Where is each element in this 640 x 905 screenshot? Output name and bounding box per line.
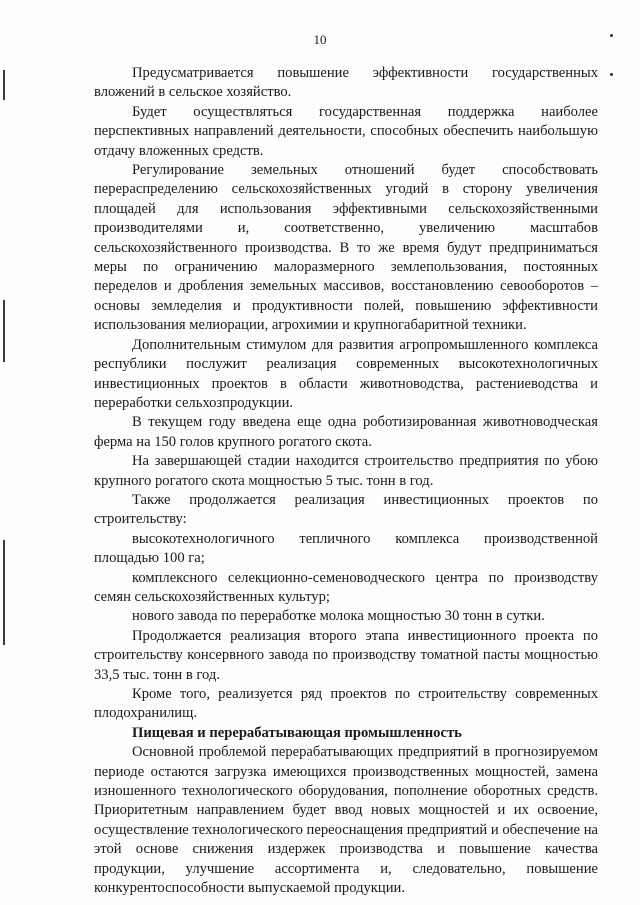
paragraph: Кроме того, реализуется ряд проектов по строительству современных плодохранилищ. — [94, 686, 598, 722]
scan-artifact-line — [3, 300, 5, 362]
list-item: комплексного селекционно-семеноводческого центра по производству семян сельскохозяйственных культур; — [94, 569, 598, 605]
scan-artifact-dot — [610, 73, 613, 76]
paragraph: Продолжается реализация второго этапа инвестиционного проекта по строительству консервного завода по производству томатной пасты мощностью 33,5 тыс. тонн в год. — [94, 627, 598, 683]
list-item: нового завода по переработке молока мощностью 30 тонн в сутки. — [132, 608, 545, 625]
paragraph: В текущем году введена еще одна роботизированная животноводческая ферма на 150 голов крупного рогатого скота. — [94, 414, 598, 450]
section-heading: Пищевая и перерабатывающая промышленность — [132, 724, 462, 741]
paragraph: Также продолжается реализация инвестиционных проектов по строительству: — [94, 491, 598, 528]
paragraph: Будет осуществляться государственная поддержка наиболее перспективных направлений деятельности, способных обеспечить наибольшую отдачу вложенных средств. — [94, 103, 598, 159]
paragraph: На завершающей стадии находится строительство предприятия по убою крупного рогатого скота мощностью 5 тыс. тонн в год. — [94, 453, 598, 489]
paragraph: Регулирование земельных отношений будет способствовать перераспределению сельскохозяйственных угодий в сторону увеличения площадей для использования эффективными сельскохозяйственными производителями и, соответственно, увеличению масштабов сельскохозяйственного производства. В то же время будут предприниматься меры по ограничению малоразмерного землепользования, постоянных переделов и дробления земельных массивов, восстановлению севооборотов – основы земледелия и продуктивности полей, повышению эффективности использования мелиорации, агрохимии и крупногабаритной техники. — [94, 162, 598, 334]
scan-artifact-line — [3, 70, 5, 100]
page-number: 10 — [313, 32, 327, 47]
document-body — [94, 64, 598, 898]
paragraph: Дополнительным стимулом для развития агропромышленного комплекса республики послужит реализация современных высокотехнологичных инвестиционных проектов в области животноводства, растениеводства и переработки сельхозпродукции. — [94, 336, 598, 411]
paragraph: Предусматривается повышение эффективности государственных вложений в сельское хозяйство. — [94, 65, 598, 101]
list-item: высокотехнологичного тепличного комплекса производственной площадью 100 га; — [94, 530, 598, 567]
paragraph: Основной проблемой перерабатывающих предприятий в прогнозируемом периоде остаются загрузка имеющихся производственных мощностей, замена изношенного технологического оборудования, пополнение оборотных средств. Приоритетным направлением будет ввод новых мощностей и их освоение, осуществление технологического переоснащения предприятий и обеспечение на этой основе снижения издержек производства и повышение качества продукции, улучшение ассортимента и, следовательно, повышение конкурентоспособности выпускаемой продукции. — [94, 744, 598, 897]
scan-artifact-line — [3, 540, 5, 645]
scan-artifact-dot — [610, 34, 613, 37]
